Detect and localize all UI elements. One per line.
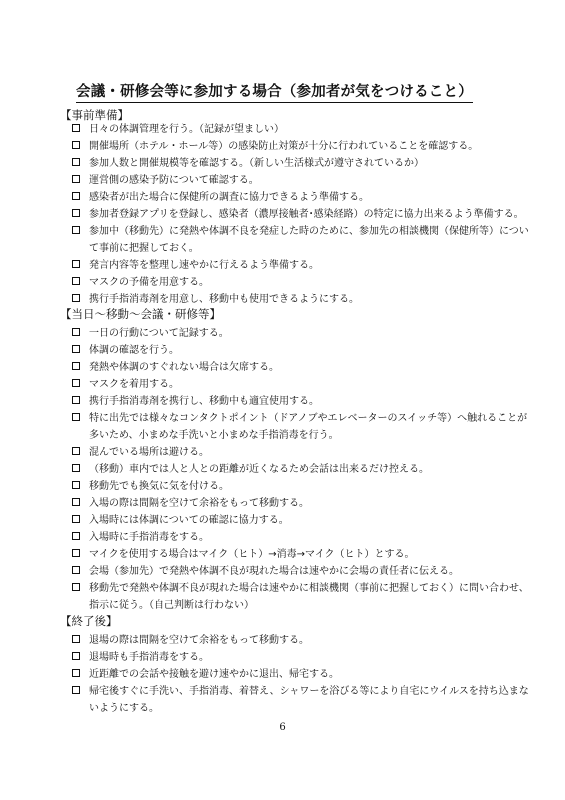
- checkbox-icon: [72, 328, 80, 336]
- checkbox-icon: [72, 464, 80, 472]
- checkbox-icon: [72, 209, 80, 217]
- checkbox-icon: [72, 277, 80, 285]
- checkbox-icon: [72, 141, 80, 149]
- checkbox-icon: [72, 379, 80, 387]
- section-heading-day-of: 【当日～移動～会議・研修等】: [60, 307, 221, 321]
- checkbox-icon: [72, 635, 80, 643]
- checkbox-icon: [72, 447, 80, 455]
- page-title: 会議・研修会等に参加する場合（参加者が気をつけること）: [76, 80, 473, 103]
- checkbox-icon: [72, 652, 80, 660]
- checkbox-icon: [72, 566, 80, 574]
- checkbox-icon: [72, 345, 80, 353]
- checkbox-icon: [72, 158, 80, 166]
- checkbox-icon: [72, 532, 80, 540]
- section-heading-after: 【終了後】: [60, 614, 118, 628]
- checkbox-icon: [72, 498, 80, 506]
- checkbox-icon: [72, 583, 80, 591]
- checkbox-icon: [72, 686, 80, 694]
- checkbox-icon: [72, 294, 80, 302]
- checkbox-icon: [72, 481, 80, 489]
- checkbox-icon: [72, 669, 80, 677]
- page-number: 6: [279, 722, 286, 733]
- checkbox-icon: [72, 515, 80, 523]
- section-heading-preparation: 【事前準備】: [60, 108, 129, 122]
- checkbox-icon: [72, 413, 80, 421]
- checkbox-icon: [72, 260, 80, 268]
- checkbox-icon: [72, 362, 80, 370]
- checkbox-icon: [72, 226, 80, 234]
- checkbox-icon: [72, 124, 80, 132]
- checkbox-icon: [72, 192, 80, 200]
- checkbox-icon: [72, 175, 80, 183]
- checkbox-icon: [72, 396, 80, 404]
- checkbox-icon: [72, 549, 80, 557]
